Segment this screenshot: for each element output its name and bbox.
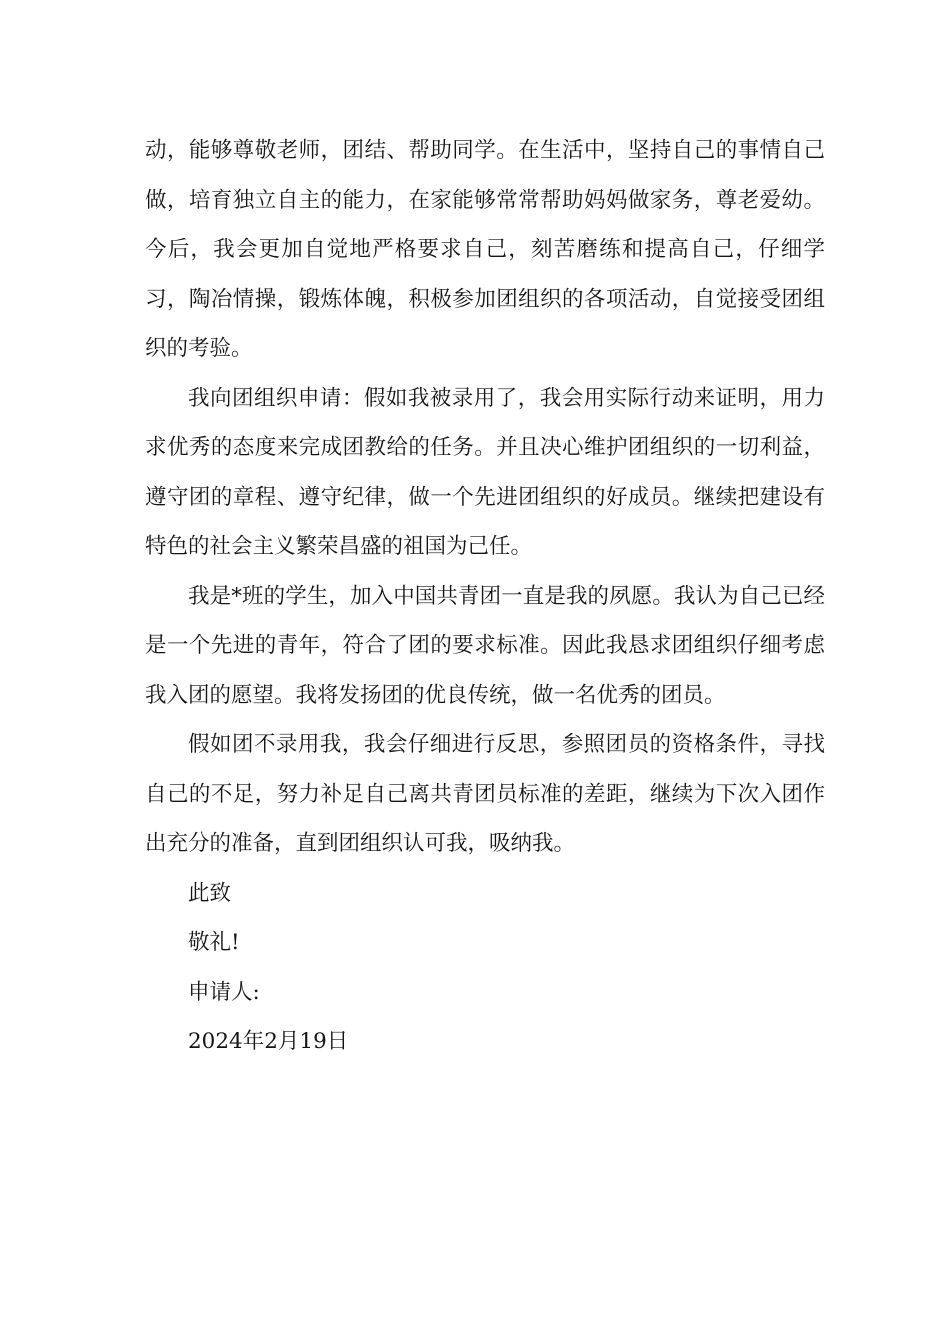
document-date: 2024年2月19日: [188, 1029, 349, 1054]
closing-regards: 敬礼!: [188, 930, 240, 955]
paragraph-student-wish: 我是*班的学生，加入中国共青团一直是我的夙愿。我认为自己已经是一个先进的青年，符合了团的要求标准。因此我恳求团组织仔细考虑我入团的愿望。我将发扬团的优良传统，做一名优秀的团员。: [145, 583, 825, 708]
closing-salutation: 此致: [188, 880, 232, 906]
paragraph-continuation: 动，能够尊敬老师，团结、帮助同学。在生活中，坚持自己的事情自己做，培育独立自主的能力，在家能够常常帮助妈妈做家务，尊老爱幼。今后，我会更加自觉地严格要求自己，刻苦磨练和提高自己，仔细学习，陶冶情操，锻炼体魄，积极参加团组织的各项活动，自觉接受团组织的考验。: [145, 138, 825, 361]
document-page: [145, 126, 825, 1067]
applicant-signature-line: 申请人:: [188, 979, 260, 1005]
paragraph-reflection: 假如团不录用我，我会仔细进行反思，参照团员的资格条件，寻找自己的不足，努力补足自己离共青团员标准的差距，继续为下次入团作出充分的准备，直到团组织认可我，吸纳我。: [145, 732, 825, 856]
paragraph-application: 我向团组织申请：假如我被录用了，我会用实际行动来证明，用力求优秀的态度来完成团教给的任务。并且决心维护团组织的一切利益，遵守团的章程、遵守纪律，做一个先进团组织的好成员。继续把建设有特色的社会主义繁荣昌盛的祖国为己任。: [145, 385, 825, 559]
